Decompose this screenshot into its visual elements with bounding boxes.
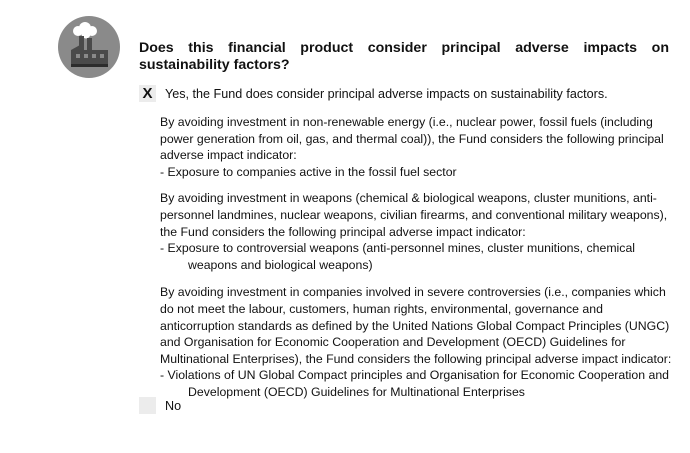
indicator-bullet-continuation: Development (OECD) Guidelines for Multinational Enterprises [188, 384, 525, 399]
indicator-bullet: - Exposure to controversial weapons (anti-personnel mines, cluster munitions, chemical [160, 241, 636, 256]
paragraph-text: By avoiding investment in weapons (chemical & biological weapons, cluster munitions, anti-personnel landmines, nuclear weapons, civilian firearms, and conventional military weapons), the Fund considers the following principal adverse impact indicator: [160, 191, 668, 239]
paragraph-text: By avoiding investment in non-renewable energy (i.e., nuclear power, fossil fuels (including power generation from oil, gas, and thermal coal)), the Fund considers the following principal adverse impact indicator: [160, 115, 664, 163]
paragraph-energy [160, 114, 680, 180]
yes-checkbox[interactable]: X [139, 85, 156, 102]
no-checkbox[interactable] [139, 397, 156, 414]
paragraph-weapons [160, 190, 680, 273]
factory-pollution-icon [56, 14, 122, 80]
no-option-label: No [165, 399, 182, 413]
indicator-bullet-continuation: weapons and biological weapons) [188, 257, 373, 272]
explanation-body [160, 114, 680, 411]
yes-option-label: Yes, the Fund does consider principal adverse impacts on sustainability factors. [165, 87, 608, 101]
question-heading: Does this financial product consider principal adverse impacts on sustainability factors? [139, 40, 669, 73]
indicator-bullet: - Exposure to companies active in the fossil fuel sector [160, 164, 457, 179]
paragraph-controversies [160, 284, 680, 400]
paragraph-text: By avoiding investment in companies involved in severe controversies (i.e., companies which do not meet the labour, customers, human rights, environmental, governance and anticorruption standards as defined by the United Nations Global Compact Principles (UNGC) and Organisation for Economic Cooperation and Development (OECD) Guidelines for Multinational Enterprises), the Fund considers the following principal adverse impact indicator: [160, 285, 672, 366]
indicator-bullet: - Violations of UN Global Compact principles and Organisation for Economic Cooperation and [160, 368, 669, 383]
